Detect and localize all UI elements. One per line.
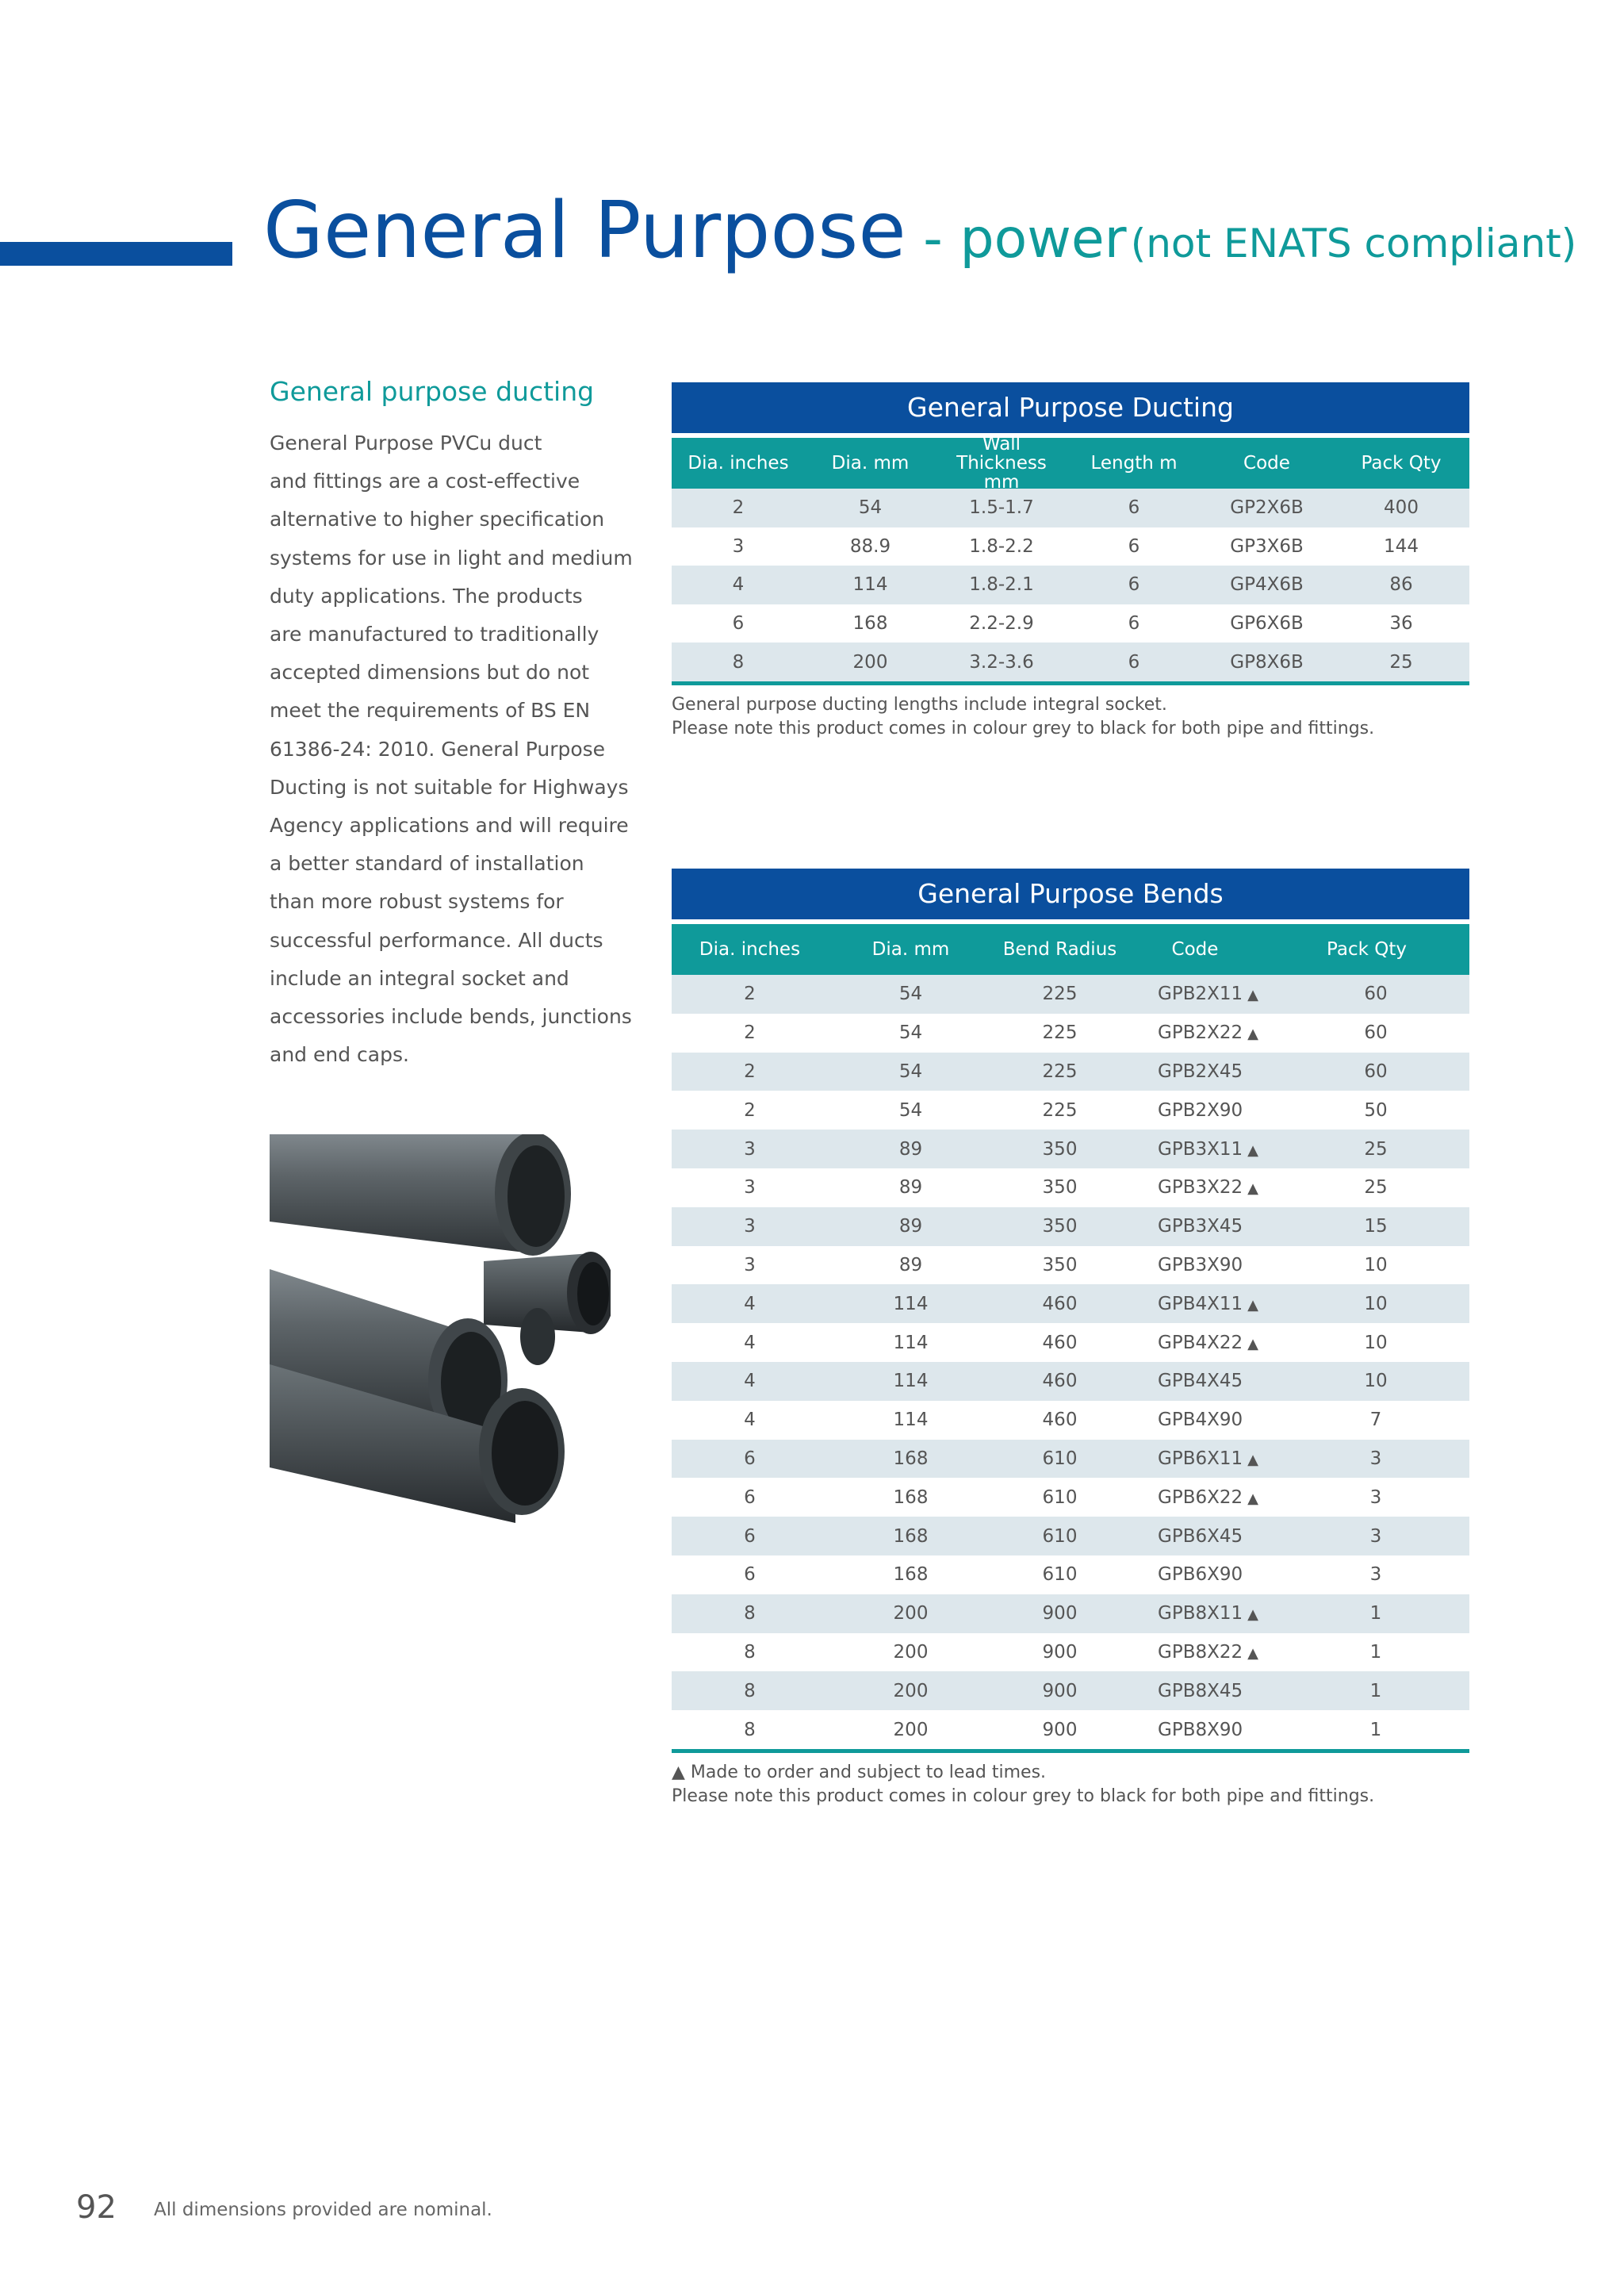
- cell-bend-radius: 610: [1042, 1486, 1078, 1508]
- cell-code: [1126, 1681, 1282, 1701]
- table-row: [672, 1710, 1469, 1749]
- ducting-table-header: [672, 434, 1469, 493]
- made-to-order-icon: ▲: [1247, 1335, 1258, 1352]
- cell-pack-qty: 86: [1389, 574, 1413, 596]
- cell-pack-qty: 15: [1364, 1216, 1388, 1237]
- cell-pack-qty: 25: [1389, 651, 1413, 673]
- code-text: GPB8X45: [1158, 1680, 1243, 1701]
- cell-bend-radius: 225: [1042, 1099, 1078, 1121]
- cell-dia-inches: 3: [744, 1177, 756, 1199]
- cell-pack-qty: 50: [1364, 1099, 1388, 1121]
- page-number: 92: [76, 2189, 117, 2226]
- intro-line: successful performance. All ducts: [270, 928, 603, 952]
- code-text: GPB2X90: [1158, 1099, 1243, 1121]
- cell-dia-mm: 54: [898, 1099, 923, 1121]
- table-row: [672, 1440, 1469, 1479]
- cell-dia-mm: 89: [898, 1177, 923, 1199]
- cell-bend-radius: 350: [1042, 1138, 1078, 1160]
- code-text: GPB4X90: [1158, 1410, 1243, 1431]
- cell-wall-thickness: 3.2-3.6: [969, 651, 1034, 673]
- table-row: [672, 1130, 1469, 1168]
- page-title: [263, 186, 1577, 276]
- made-to-order-icon: ▲: [1247, 987, 1258, 1004]
- cell-dia-mm: 88.9: [849, 535, 891, 557]
- cell-pack-qty: 3: [1369, 1564, 1382, 1586]
- intro-line: Agency applications and will require: [270, 814, 629, 838]
- cell-pack-qty: 25: [1364, 1177, 1388, 1199]
- cell-pack-qty: 1: [1369, 1680, 1382, 1701]
- intro-line: include an integral socket and: [270, 966, 569, 990]
- table-row: [672, 566, 1469, 604]
- cell-dia-mm: 168: [893, 1486, 929, 1508]
- cell-bend-radius: 350: [1042, 1254, 1078, 1275]
- header-wall-thickness-line2: mm: [983, 472, 1020, 493]
- cell-dia-inches: 3: [744, 1254, 756, 1275]
- intro-line: meet the requirements of BS EN: [270, 699, 591, 723]
- cell-pack-qty: 10: [1364, 1332, 1388, 1353]
- cell-dia-mm: 168: [893, 1448, 929, 1469]
- table-row: [672, 1323, 1469, 1362]
- cell-length: 6: [1128, 535, 1140, 557]
- code-text: GPB2X22: [1158, 1022, 1243, 1044]
- intro-line: Ducting is not suitable for Highways: [270, 775, 629, 799]
- code-text: GPB6X11: [1158, 1448, 1243, 1469]
- cell-code: [1126, 1371, 1282, 1391]
- cell-code: [1126, 1333, 1282, 1353]
- cell-dia-inches: 2: [732, 497, 745, 519]
- made-to-order-icon: ▲: [1247, 1490, 1258, 1507]
- cell-dia-mm: 114: [893, 1293, 929, 1314]
- bends-table-title: General Purpose Bends: [672, 869, 1469, 919]
- code-text: GPB2X45: [1158, 1061, 1243, 1082]
- cell-length: 6: [1128, 497, 1140, 519]
- intro-line: alternative to higher specification: [270, 508, 605, 531]
- cell-bend-radius: 610: [1042, 1525, 1078, 1547]
- cell-dia-inches: 8: [732, 651, 745, 673]
- cell-pack-qty: 400: [1384, 497, 1419, 519]
- code-text: GPB8X22: [1158, 1641, 1243, 1663]
- table-row: [672, 1478, 1469, 1517]
- header-dia-mm: Dia. mm: [871, 939, 950, 960]
- cell-pack-qty: 60: [1364, 984, 1388, 1005]
- bends-table-body: [672, 975, 1469, 1749]
- page-title-qualifier: (not ENATS compliant): [1130, 221, 1577, 267]
- cell-dia-mm: 89: [898, 1216, 923, 1237]
- header-dia-inches: Dia. inches: [699, 939, 801, 960]
- intro-line: systems for use in light and medium: [270, 546, 633, 570]
- cell-code: [1126, 1177, 1282, 1198]
- cell-dia-mm: 200: [893, 1641, 929, 1663]
- table-row: [672, 604, 1469, 643]
- cell-dia-mm: 54: [898, 1022, 923, 1044]
- code-text: GPB3X90: [1158, 1254, 1243, 1275]
- header-dia-mm: Dia. mm: [831, 453, 910, 474]
- made-to-order-icon: ▲: [1247, 1451, 1258, 1468]
- cell-dia-inches: 8: [744, 1719, 756, 1740]
- table-row: [672, 489, 1469, 527]
- cell-code: [1126, 1216, 1282, 1237]
- intro-line: General Purpose PVCu duct: [270, 432, 542, 455]
- cell-bend-radius: 900: [1042, 1680, 1078, 1701]
- note-line: Please note this product comes in colour grey to black for both pipe and fittings.: [672, 1786, 1375, 1806]
- header-pack-qty: Pack Qty: [1361, 453, 1442, 474]
- note-line: General purpose ducting lengths include integral socket.: [672, 694, 1167, 715]
- code-text: GPB2X11: [1158, 984, 1243, 1005]
- cell-dia-mm: 54: [898, 1061, 923, 1082]
- cell-dia-mm: 168: [852, 613, 888, 635]
- table-row: [672, 1284, 1469, 1323]
- code-text: GPB8X90: [1158, 1719, 1243, 1740]
- cell-dia-mm: 200: [852, 651, 888, 673]
- cell-pack-qty: 1: [1369, 1719, 1382, 1740]
- table-row: [672, 1362, 1469, 1401]
- cell-pack-qty: 36: [1389, 613, 1413, 635]
- cell-bend-radius: 900: [1042, 1641, 1078, 1663]
- table-row: [672, 1091, 1469, 1130]
- cell-dia-mm: 200: [893, 1603, 929, 1624]
- intro-line: accessories include bends, junctions: [270, 1005, 632, 1029]
- header-dia-inches: Dia. inches: [688, 453, 789, 474]
- cell-code: [1126, 1294, 1282, 1314]
- cell-wall-thickness: 1.8-2.2: [969, 535, 1034, 557]
- table-row: [672, 1633, 1469, 1672]
- intro-line: 61386-24: 2010. General Purpose: [270, 737, 606, 761]
- code-text: GPB3X45: [1158, 1216, 1243, 1237]
- cell-dia-mm: 114: [893, 1332, 929, 1353]
- ducting-notes: [672, 693, 1469, 741]
- intro-line: accepted dimensions but do not: [270, 661, 590, 685]
- note-line: Please note this product comes in colour grey to black for both pipe and fittings.: [672, 718, 1375, 738]
- table-row: [672, 643, 1469, 681]
- table-row: [672, 1053, 1469, 1091]
- cell-dia-mm: 54: [858, 497, 883, 519]
- table-row: [672, 1555, 1469, 1594]
- cell-bend-radius: 610: [1042, 1448, 1078, 1469]
- made-to-order-icon: ▲: [1247, 1296, 1258, 1314]
- cell-dia-inches: 3: [732, 535, 745, 557]
- cell-wall-thickness: 1.8-2.1: [969, 574, 1034, 596]
- made-to-order-icon: ▲: [1247, 1141, 1258, 1159]
- footer-note: All dimensions provided are nominal.: [154, 2200, 492, 2220]
- cell-pack-qty: 3: [1369, 1486, 1382, 1508]
- table-row: [672, 1401, 1469, 1440]
- section-heading: General purpose ducting: [270, 376, 595, 407]
- intro-line: duty applications. The products: [270, 584, 583, 608]
- cell-pack-qty: 3: [1369, 1525, 1382, 1547]
- cell-dia-inches: 6: [732, 613, 745, 635]
- intro-line: and fittings are a cost-effective: [270, 470, 580, 493]
- made-to-order-icon: ▲: [1247, 1180, 1258, 1198]
- cell-dia-mm: 114: [852, 574, 888, 596]
- table-row: [672, 527, 1469, 566]
- intro-line: are manufactured to traditionally: [270, 623, 599, 646]
- cell-code: [1126, 1448, 1282, 1469]
- header-pack-qty: Pack Qty: [1327, 939, 1407, 960]
- table-row: [672, 1207, 1469, 1246]
- cell-bend-radius: 900: [1042, 1719, 1078, 1740]
- cell-code: [1126, 1487, 1282, 1508]
- made-to-order-icon: ▲: [1247, 1606, 1258, 1624]
- cell-code: [1126, 1564, 1282, 1585]
- page-title-sub: power: [959, 208, 1127, 270]
- cell-dia-inches: 4: [732, 574, 745, 596]
- cell-dia-mm: 89: [898, 1138, 923, 1160]
- header-bend-radius: Bend Radius: [1002, 939, 1117, 960]
- cell-code: GP2X6B: [1230, 497, 1304, 519]
- table-row: [672, 1014, 1469, 1053]
- cell-dia-mm: 114: [893, 1371, 929, 1392]
- cell-dia-inches: 6: [744, 1564, 756, 1586]
- cell-code: GP3X6B: [1230, 535, 1304, 557]
- bends-table: [672, 869, 1469, 1809]
- cell-code: [1126, 1603, 1282, 1624]
- cell-code: [1126, 1410, 1282, 1430]
- cell-dia-mm: 54: [898, 984, 923, 1005]
- bends-table-header: [672, 924, 1469, 975]
- cell-bend-radius: 225: [1042, 984, 1078, 1005]
- note-line: ▲ Made to order and subject to lead times.: [672, 1762, 1047, 1782]
- cell-dia-mm: 89: [898, 1254, 923, 1275]
- cell-bend-radius: 225: [1042, 1022, 1078, 1044]
- cell-bend-radius: 610: [1042, 1564, 1078, 1586]
- cell-dia-inches: 2: [744, 1022, 756, 1044]
- cell-pack-qty: 10: [1364, 1293, 1388, 1314]
- cell-bend-radius: 460: [1042, 1332, 1078, 1353]
- ducting-table-body: [672, 489, 1469, 681]
- cell-code: [1126, 1526, 1282, 1547]
- header-wall-thickness-line1: Wall Thickness: [956, 434, 1047, 474]
- cell-bend-radius: 460: [1042, 1371, 1078, 1392]
- cell-dia-inches: 2: [744, 1061, 756, 1082]
- code-text: GPB6X22: [1158, 1486, 1243, 1508]
- cell-dia-inches: 4: [744, 1293, 756, 1314]
- title-accent-bar: [0, 242, 232, 266]
- cell-dia-inches: 6: [744, 1486, 756, 1508]
- cell-pack-qty: 1: [1369, 1641, 1382, 1663]
- code-text: GPB4X45: [1158, 1371, 1243, 1392]
- cell-code: [1126, 1642, 1282, 1663]
- intro-line: and end caps.: [270, 1043, 409, 1067]
- code-text: GPB3X22: [1158, 1177, 1243, 1199]
- cell-dia-inches: 8: [744, 1641, 756, 1663]
- cell-bend-radius: 350: [1042, 1216, 1078, 1237]
- table-row: [672, 1671, 1469, 1710]
- cell-pack-qty: 10: [1364, 1371, 1388, 1392]
- bends-notes: [672, 1761, 1469, 1809]
- cell-code: [1126, 1255, 1282, 1275]
- cell-dia-inches: 6: [744, 1525, 756, 1547]
- cell-dia-inches: 6: [744, 1448, 756, 1469]
- cell-length: 6: [1128, 613, 1140, 635]
- header-length: Length m: [1090, 453, 1178, 474]
- cell-pack-qty: 1: [1369, 1603, 1382, 1624]
- cell-bend-radius: 900: [1042, 1603, 1078, 1624]
- cell-pack-qty: 10: [1364, 1254, 1388, 1275]
- made-to-order-icon: ▲: [1247, 1026, 1258, 1043]
- cell-pack-qty: 60: [1364, 1061, 1388, 1082]
- duct-pipes-photo: [270, 1134, 611, 1523]
- cell-dia-inches: 4: [744, 1410, 756, 1431]
- intro-line: than more robust systems for: [270, 890, 564, 914]
- cell-dia-inches: 4: [744, 1371, 756, 1392]
- ducting-table: [672, 382, 1469, 741]
- code-text: GPB4X22: [1158, 1332, 1243, 1353]
- code-text: GPB6X45: [1158, 1525, 1243, 1547]
- cell-code: [1126, 1720, 1282, 1740]
- cell-wall-thickness: 2.2-2.9: [969, 613, 1034, 635]
- cell-wall-thickness: 1.5-1.7: [969, 497, 1034, 519]
- cell-dia-inches: 8: [744, 1603, 756, 1624]
- cell-pack-qty: 7: [1369, 1410, 1382, 1431]
- cell-pack-qty: 25: [1364, 1138, 1388, 1160]
- cell-pack-qty: 144: [1384, 535, 1419, 557]
- ducting-table-title: General Purpose Ducting: [672, 382, 1469, 433]
- cell-length: 6: [1128, 574, 1140, 596]
- cell-dia-mm: 168: [893, 1564, 929, 1586]
- cell-dia-mm: 114: [893, 1410, 929, 1431]
- cell-pack-qty: 3: [1369, 1448, 1382, 1469]
- cell-code: GP8X6B: [1230, 651, 1304, 673]
- cell-dia-inches: 4: [744, 1332, 756, 1353]
- table-row: [672, 1246, 1469, 1285]
- page-title-dash: -: [906, 208, 960, 270]
- cell-dia-inches: 2: [744, 984, 756, 1005]
- cell-bend-radius: 460: [1042, 1410, 1078, 1431]
- cell-dia-inches: 3: [744, 1216, 756, 1237]
- header-wall-thickness: [936, 435, 1067, 492]
- cell-dia-inches: 8: [744, 1680, 756, 1701]
- table-row: [672, 1517, 1469, 1555]
- cell-code: [1126, 1100, 1282, 1121]
- code-text: GPB3X11: [1158, 1138, 1243, 1160]
- cell-code: [1126, 1022, 1282, 1043]
- cell-dia-mm: 200: [893, 1680, 929, 1701]
- made-to-order-icon: ▲: [1247, 1644, 1258, 1662]
- cell-dia-inches: 3: [744, 1138, 756, 1160]
- cell-dia-mm: 200: [893, 1719, 929, 1740]
- cell-pack-qty: 60: [1364, 1022, 1388, 1044]
- table-row: [672, 975, 1469, 1014]
- cell-bend-radius: 460: [1042, 1293, 1078, 1314]
- header-code: Code: [1171, 939, 1219, 960]
- code-text: GPB4X11: [1158, 1293, 1243, 1314]
- cell-bend-radius: 225: [1042, 1061, 1078, 1082]
- cell-code: [1126, 1061, 1282, 1082]
- cell-code: GP4X6B: [1230, 574, 1304, 596]
- cell-dia-inches: 2: [744, 1099, 756, 1121]
- cell-length: 6: [1128, 651, 1140, 673]
- code-text: GPB8X11: [1158, 1603, 1243, 1624]
- code-text: GPB6X90: [1158, 1564, 1243, 1586]
- header-code: Code: [1243, 453, 1290, 474]
- cell-dia-mm: 168: [893, 1525, 929, 1547]
- intro-text: [270, 424, 634, 1074]
- cell-code: GP6X6B: [1230, 613, 1304, 635]
- intro-line: a better standard of installation: [270, 852, 584, 876]
- cell-code: [1126, 1139, 1282, 1160]
- page-title-main: General Purpose: [263, 186, 906, 276]
- cell-bend-radius: 350: [1042, 1177, 1078, 1199]
- table-row: [672, 1168, 1469, 1207]
- cell-code: [1126, 984, 1282, 1004]
- table-row: [672, 1594, 1469, 1633]
